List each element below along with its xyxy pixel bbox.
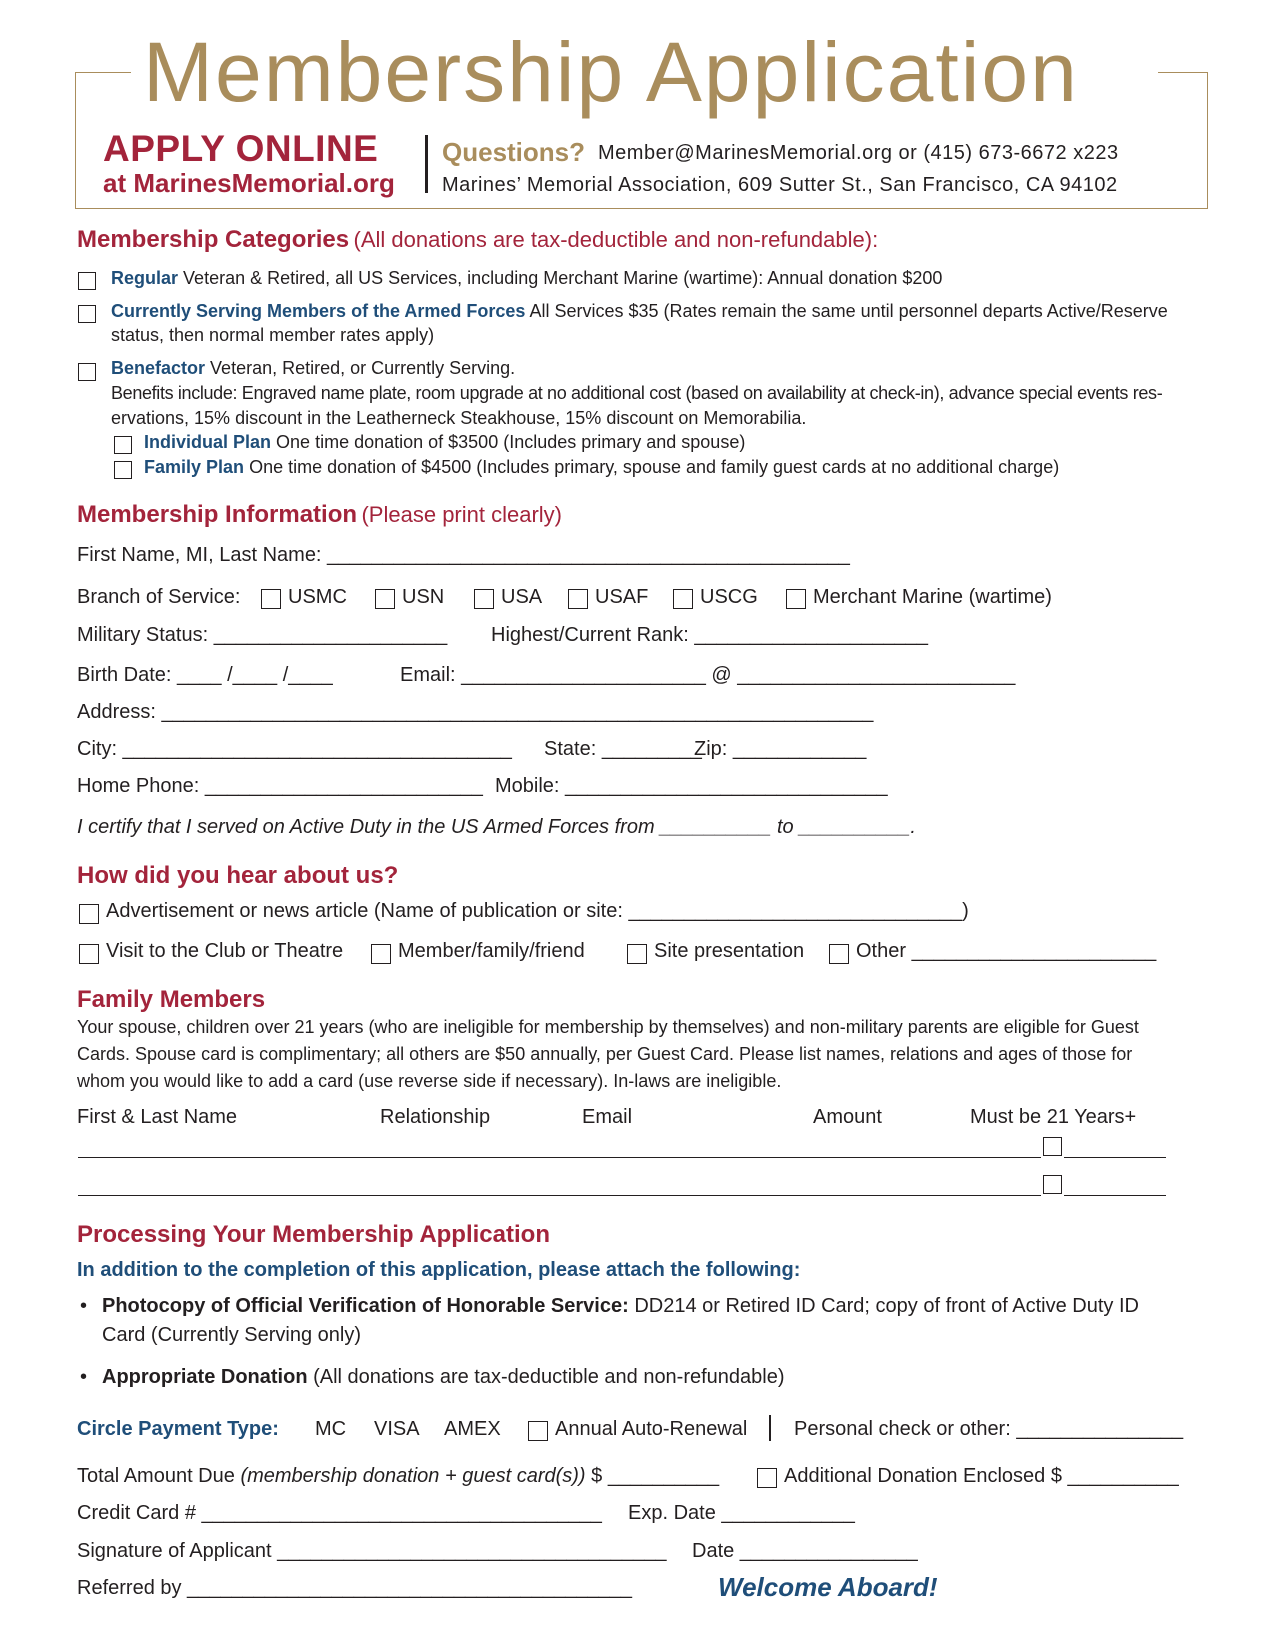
family-paragraph-line3: whom you would like to add a card (use reverse side if necessary). In-laws are ineligible. xyxy=(77,1071,782,1091)
total-amount-blank: $ __________ xyxy=(591,1465,720,1487)
active-duty-certification[interactable]: I certify that I served on Active Duty in the US Armed Forces from __________ to __________. xyxy=(77,816,916,838)
city-field[interactable]: City: ___________________________________ xyxy=(77,738,512,760)
usaf-label: USAF xyxy=(595,586,649,608)
uscg-label: USCG xyxy=(700,586,758,608)
bullet-2-text: (All donations are tax-deductible and non-refundable) xyxy=(313,1366,785,1388)
page-title: Membership Application xyxy=(143,25,1079,119)
categories-heading-text: Membership Categories xyxy=(77,226,350,253)
birth-date-field[interactable]: Birth Date: ____ /____ /____ xyxy=(77,664,333,686)
family-row-1-age-checkbox[interactable] xyxy=(1043,1137,1062,1156)
visit-checkbox[interactable] xyxy=(79,944,99,964)
welcome-aboard: Welcome Aboard! xyxy=(718,1572,938,1602)
serving-checkbox[interactable] xyxy=(78,305,96,323)
advertisement-checkbox[interactable] xyxy=(79,904,99,924)
zip-field[interactable]: Zip: ____________ xyxy=(694,738,867,760)
bullet-2 xyxy=(102,1366,785,1389)
bullet-1 xyxy=(102,1295,1139,1318)
regular-text: Veteran & Retired, all US Services, including Merchant Marine (wartime): Annual donation $200 xyxy=(183,268,943,288)
home-phone-field[interactable]: Home Phone: _________________________ xyxy=(77,775,483,797)
family-plan-text: One time donation of $4500 (Includes primary, spouse and family guest cards at no additional charge) xyxy=(249,457,1060,477)
col-amount: Amount xyxy=(813,1106,882,1128)
usa-checkbox[interactable] xyxy=(474,589,494,609)
usn-label: USN xyxy=(402,586,445,608)
family-paragraph-line2: Cards. Spouse card is complimentary; all others are $50 annually, per Guest Card. Please list names, relations and ages of those for xyxy=(77,1044,1133,1064)
processing-heading: Processing Your Membership Application xyxy=(77,1221,550,1248)
additional-donation-field[interactable]: Additional Donation Enclosed $ __________ xyxy=(784,1465,1179,1487)
family-heading: Family Members xyxy=(77,986,266,1013)
military-status-field[interactable]: Military Status: _____________________ xyxy=(77,624,448,646)
member-friend-option: Member/family/friend xyxy=(398,940,585,962)
additional-donation-checkbox[interactable] xyxy=(757,1468,777,1488)
payment-type-label: Circle Payment Type: xyxy=(77,1418,279,1440)
mobile-field[interactable]: Mobile: _____________________________ xyxy=(495,775,888,797)
other-option[interactable]: Other ______________________ xyxy=(856,940,1157,962)
name-field[interactable]: First Name, MI, Last Name: _______________________________________________ xyxy=(77,544,850,566)
header-divider xyxy=(425,135,428,193)
regular-checkbox[interactable] xyxy=(78,272,96,290)
site-presentation-checkbox[interactable] xyxy=(627,944,647,964)
visit-option: Visit to the Club or Theatre xyxy=(106,940,344,962)
family-row-1-line[interactable] xyxy=(78,1157,1041,1158)
family-row-2-amount-line[interactable] xyxy=(1064,1195,1166,1196)
benefactor-option xyxy=(111,358,515,379)
individual-plan-name: Individual Plan xyxy=(144,432,272,452)
benefactor-checkbox[interactable] xyxy=(78,363,96,381)
col-email: Email xyxy=(582,1106,633,1128)
payment-mc[interactable]: MC xyxy=(315,1418,347,1440)
member-friend-checkbox[interactable] xyxy=(371,944,391,964)
family-plan-name: Family Plan xyxy=(144,457,245,477)
individual-plan-text: One time donation of $3500 (Includes primary and spouse) xyxy=(276,432,746,452)
contact-info: Member@MarinesMemorial.org or (415) 673-6672 x223 xyxy=(598,142,1119,164)
rank-field[interactable]: Highest/Current Rank: _____________________ xyxy=(491,624,929,646)
date-field[interactable]: Date ________________ xyxy=(692,1540,918,1562)
referred-by-field[interactable]: Referred by ________________________________________ xyxy=(77,1577,632,1599)
info-heading-text: Membership Information xyxy=(77,501,358,528)
other-checkbox[interactable] xyxy=(829,944,849,964)
credit-card-field[interactable]: Credit Card # ____________________________________ xyxy=(77,1502,602,1524)
regular-option xyxy=(111,268,942,289)
usmc-checkbox[interactable] xyxy=(261,589,281,609)
auto-renewal-label: Annual Auto-Renewal xyxy=(555,1418,748,1440)
exp-date-field[interactable]: Exp. Date ____________ xyxy=(628,1502,855,1524)
site-presentation-option: Site presentation xyxy=(654,940,805,962)
serving-option xyxy=(111,301,1168,322)
regular-name: Regular xyxy=(111,268,179,288)
benefactor-benefits: Benefits include: Engraved name plate, room upgrade at no additional cost (based on availability at check-in), advance special events res- xyxy=(111,383,1163,403)
benefactor-text: Veteran, Retired, or Currently Serving. xyxy=(210,358,516,378)
questions-label: Questions? xyxy=(442,137,586,167)
signature-field[interactable]: Signature of Applicant ___________________________________ xyxy=(77,1540,667,1562)
total-amount-field[interactable] xyxy=(77,1465,719,1488)
header-rule-left xyxy=(75,72,131,73)
usa-label: USA xyxy=(501,586,543,608)
serving-name: Currently Serving Members of the Armed Forces xyxy=(111,301,526,321)
email-field[interactable]: Email: ______________________ @ _________________________ xyxy=(400,664,1016,686)
branch-label: Branch of Service: xyxy=(77,586,241,608)
family-row-2-age-checkbox[interactable] xyxy=(1043,1175,1062,1194)
merchant-marine-checkbox[interactable] xyxy=(786,589,806,609)
payment-visa[interactable]: VISA xyxy=(374,1418,420,1440)
individual-plan-checkbox[interactable] xyxy=(114,436,132,454)
apply-online-heading: APPLY ONLINE xyxy=(103,128,379,169)
family-plan-option xyxy=(144,457,1059,478)
bullet-1-bold: Photocopy of Official Verification of Honorable Service: xyxy=(102,1295,629,1317)
header-rule-right xyxy=(1158,72,1207,73)
total-amount-label: Total Amount Due xyxy=(77,1465,235,1487)
auto-renewal-checkbox[interactable] xyxy=(528,1421,548,1441)
processing-subheading: In addition to the completion of this application, please attach the following: xyxy=(77,1259,801,1281)
hear-heading: How did you hear about us? xyxy=(77,862,399,889)
bullet-2-marker: • xyxy=(80,1366,88,1388)
bullet-1-marker: • xyxy=(80,1295,88,1317)
bullet-1-text: DD214 or Retired ID Card; copy of front of Active Duty ID xyxy=(634,1295,1139,1317)
col-relationship: Relationship xyxy=(380,1106,491,1128)
col-name: First & Last Name xyxy=(77,1106,238,1128)
family-row-2-line[interactable] xyxy=(78,1195,1041,1196)
col-age: Must be 21 Years+ xyxy=(970,1106,1137,1128)
serving-text-continued: status, then normal member rates apply) xyxy=(111,325,435,345)
benefactor-name: Benefactor xyxy=(111,358,206,378)
family-row-1-amount-line[interactable] xyxy=(1064,1157,1166,1158)
merchant-marine-label: Merchant Marine (wartime) xyxy=(813,586,1052,608)
categories-heading xyxy=(77,226,878,254)
advertisement-option: Advertisement or news article (Name of publication or site: ______________________________) xyxy=(106,900,969,922)
usn-checkbox[interactable] xyxy=(375,589,395,609)
bullet-2-bold: Appropriate Donation xyxy=(102,1366,308,1388)
individual-plan-option xyxy=(144,432,745,453)
payment-amex[interactable]: AMEX xyxy=(444,1418,501,1440)
categories-heading-note: (All donations are tax-deductible and non-refundable): xyxy=(353,227,879,252)
state-field[interactable]: State: _________ xyxy=(544,738,702,760)
serving-text: All Services $35 (Rates remain the same until personnel departs Active/Reserve xyxy=(529,301,1168,321)
bullet-1-continued: Card (Currently Serving only) xyxy=(102,1324,361,1346)
association-address: Marines’ Memorial Association, 609 Sutter St., San Francisco, CA 94102 xyxy=(442,174,1118,196)
info-heading-note: (Please print clearly) xyxy=(361,502,562,527)
address-field[interactable]: Address: ________________________________________________________________ xyxy=(77,701,874,723)
family-paragraph-line1: Your spouse, children over 21 years (who are ineligible for membership by themselves) and non-military parents are eligible for Guest xyxy=(77,1017,1139,1037)
total-amount-note: (membership donation + guest card(s)) xyxy=(240,1465,586,1487)
personal-check-field[interactable]: Personal check or other: _______________ xyxy=(794,1418,1184,1440)
benefactor-benefits-continued: ervations, 15% discount in the Leatherneck Steakhouse, 15% discount on Memorabilia. xyxy=(111,408,807,428)
apply-online-link[interactable]: at MarinesMemorial.org xyxy=(103,168,395,198)
info-heading xyxy=(77,501,562,529)
usmc-label: USMC xyxy=(288,586,347,608)
usaf-checkbox[interactable] xyxy=(568,589,588,609)
payment-divider xyxy=(769,1415,771,1441)
uscg-checkbox[interactable] xyxy=(673,589,693,609)
family-plan-checkbox[interactable] xyxy=(114,461,132,479)
